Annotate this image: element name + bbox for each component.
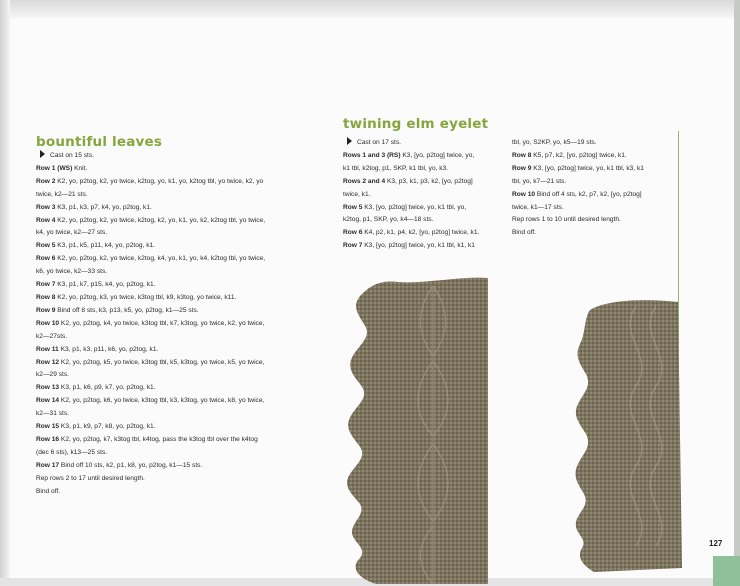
- row-instruction: K2, yo, p2tog, k5, yo twice, k3tog tbl, k5, k3tog, yo twice, k5, yo twice,: [59, 358, 265, 366]
- row-instruction: K2, yo, p2tog, k3, yo twice, k3tog tbl, k9, k3tog, yo twice, k11.: [55, 293, 237, 301]
- pattern-row: [36, 305, 265, 318]
- row-instruction: tbl, yo, S2KP, yo, k5—19 sts.: [512, 139, 597, 146]
- row-instruction: K3, [yo, p2tog] twice, yo, k1 tbl, k1, k1: [362, 242, 475, 250]
- pattern-row: [36, 486, 265, 499]
- cast-on-text: Cast on 17 sts.: [357, 139, 401, 146]
- pattern-row: [512, 189, 644, 202]
- page-gutter-shadow: [0, 0, 10, 586]
- row-instruction: K3, p1, k3, p7, k4, yo, p2tog, k1.: [55, 203, 152, 211]
- cast-on-line: [36, 150, 265, 163]
- pattern-row: [343, 150, 479, 163]
- pattern-row: [36, 253, 265, 266]
- twining-elm-eyelet-title: twining elm eyelet: [343, 116, 489, 132]
- pattern-row: [343, 163, 479, 176]
- row-instruction: K3, [yo, p2tog] twice, yo, k1 tbl, k3, k1: [531, 164, 644, 172]
- pattern-row: [36, 331, 265, 344]
- pattern-row: [343, 240, 479, 253]
- row-instruction: K3, p1, k3, p11, k6, yo, p2tog, k1.: [58, 345, 159, 353]
- row-label: Row 16: [36, 435, 60, 443]
- pattern-row: [36, 344, 265, 357]
- row-label: Row 5: [36, 242, 56, 250]
- cast-on-text: Cast on 15 sts.: [50, 152, 94, 159]
- row-label: Row 4: [36, 216, 56, 224]
- pattern-row: [512, 214, 644, 227]
- page-number: 127: [709, 539, 723, 548]
- pattern-row: [512, 202, 644, 215]
- row-label: Row 13: [36, 384, 60, 392]
- pattern-row: [36, 163, 265, 176]
- row-instruction: Bind off 4 sts, k2, p7, k2, [yo, p2tog]: [535, 190, 642, 198]
- row-label: Row 11: [36, 345, 59, 353]
- pattern-row: [512, 150, 644, 163]
- row-instruction: Bind off 8 sts, k3, p13, k5, yo, p2tog, k1—25 sts.: [55, 306, 199, 314]
- row-instruction: Knit.: [72, 164, 88, 172]
- triangle-bullet-icon: [40, 150, 45, 158]
- pattern-row: [36, 215, 265, 228]
- pattern-row: [36, 240, 265, 253]
- pattern-row: [512, 227, 644, 240]
- row-label: Row 7: [343, 242, 363, 250]
- pattern-row: [36, 202, 265, 215]
- row-instruction: Bind off.: [36, 487, 61, 495]
- triangle-bullet-icon: [347, 137, 352, 145]
- row-label: Row 15: [36, 423, 60, 431]
- pattern-row: [512, 137, 644, 150]
- row-label: Row 12: [36, 358, 60, 366]
- row-label: Row 9: [512, 164, 532, 172]
- pattern-row: [36, 189, 265, 202]
- pattern-row: [36, 447, 265, 460]
- row-instruction: k2—31 sts.: [36, 410, 69, 418]
- row-instruction: K2, yo, p2tog, k2, yo twice, k2tog, k4, yo, k1, yo, k4, k2tog tbl, yo twice,: [55, 255, 266, 263]
- page-edge: [734, 0, 740, 586]
- row-label: Row 1 (WS): [36, 164, 73, 172]
- pattern-row: [36, 176, 265, 189]
- row-instruction: twice, k2—21 sts.: [36, 190, 88, 198]
- row-label: Row 10: [512, 190, 536, 198]
- pattern-row: [36, 382, 265, 395]
- row-instruction: tbl, yo, k7—21 sts.: [512, 177, 567, 185]
- row-instruction: Bind off.: [512, 229, 537, 237]
- row-label: Row 14: [36, 397, 60, 405]
- pattern-row: [36, 369, 265, 382]
- row-instruction: K4, p2, k1, p4, k2, [yo, p2tog] twice, k1.: [362, 229, 480, 237]
- pattern-row: [343, 189, 479, 202]
- pattern-row: [343, 202, 479, 215]
- row-label: Row 5: [343, 203, 363, 211]
- row-instruction: K3, [yo, p2tog] twice, yo, k1 tbl, yo,: [362, 203, 467, 211]
- row-instruction: twice, k1.: [343, 190, 371, 198]
- row-instruction: K3, p1, k9, p7, k8, yo, p2tog, k1.: [59, 423, 156, 431]
- row-instruction: Rep rows 2 to 17 until desired length.: [36, 474, 145, 482]
- row-instruction: K3, [yo, p2tog] twice, yo,: [400, 151, 475, 159]
- twining-elm-pattern-col2: [512, 137, 644, 240]
- row-label: Row 3: [36, 203, 56, 211]
- row-label: Row 10: [36, 319, 60, 327]
- row-instruction: K3, p1, k6, p9, k7, yo, p2tog, k1.: [59, 384, 156, 392]
- row-label: Row 6: [343, 229, 363, 237]
- row-instruction: k6, yo twice, k2—33 sts.: [36, 268, 108, 276]
- pattern-row: [36, 227, 265, 240]
- row-label: Row 7: [36, 281, 56, 289]
- twining-elm-swatch-photo: [566, 296, 688, 578]
- pattern-row: [36, 473, 265, 486]
- row-label: Rows 1 and 3 (RS): [343, 151, 401, 159]
- twining-elm-pattern-col1: [343, 137, 479, 253]
- row-label: Row 8: [36, 293, 56, 301]
- pattern-row: [36, 318, 265, 331]
- pattern-row: [36, 421, 265, 434]
- row-label: Row 6: [36, 255, 56, 263]
- row-label: Rows 2 and 4: [343, 177, 386, 185]
- bountiful-leaves-title: bountiful leaves: [36, 134, 163, 150]
- pattern-row: [36, 357, 265, 370]
- row-instruction: (dec 6 sts), k13—25 sts.: [36, 448, 108, 456]
- pattern-row: [36, 434, 265, 447]
- pattern-row: [36, 292, 265, 305]
- row-instruction: k2—29 sts.: [36, 371, 69, 379]
- row-instruction: k2tog, p1, SKP, yo, k4—18 sts.: [343, 216, 434, 224]
- pattern-row: [512, 176, 644, 189]
- pattern-row: [36, 408, 265, 421]
- row-label: Row 9: [36, 306, 56, 314]
- row-instruction: K3, p3, k1, p3, k2, [yo, p2tog]: [385, 177, 473, 185]
- row-instruction: Rep rows 1 to 10 until desired length.: [512, 216, 621, 224]
- row-instruction: twice, k1—17 sts.: [512, 203, 564, 211]
- pattern-row: [36, 266, 265, 279]
- pattern-row: [36, 395, 265, 408]
- row-instruction: k2—27sts.: [36, 332, 68, 340]
- row-instruction: K2, yo, p2tog, k7, k3tog tbl, k4tog, pass the k3tog tbl over the k4tog: [59, 435, 258, 443]
- pattern-row: [36, 460, 265, 473]
- row-label: Row 17: [36, 461, 60, 469]
- row-instruction: K3, p1, k7, p15, k4, yo, p2tog, k1.: [55, 281, 156, 289]
- row-instruction: k4, yo twice, k2—27 sts.: [36, 229, 108, 237]
- pattern-row: [512, 163, 644, 176]
- cast-on-line: [343, 137, 479, 150]
- row-instruction: K3, p1, k5, p11, k4, yo, p2tog, k1.: [55, 242, 156, 250]
- row-instruction: Bind off 10 sts, k2, p1, k8, yo, p2tog, k1—15 sts.: [59, 461, 203, 469]
- pattern-row: [343, 227, 479, 240]
- row-label: Row 2: [36, 177, 56, 185]
- pattern-row: [343, 214, 479, 227]
- row-instruction: k1 tbl, k2tog, p1, SKP, k1 tbl, yo, k3.: [343, 164, 449, 172]
- row-instruction: K2, yo, p2tog, k6, yo twice, k3tog tbl, k3, k3tog, yo twice, k8, yo twice,: [59, 397, 265, 405]
- bountiful-leaves-swatch-photo: [338, 266, 498, 586]
- page-top-shadow: [0, 0, 740, 18]
- row-instruction: K2, yo, p2tog, k2, yo twice, k2tog, k2, yo, k1, yo, k2, k2tog tbl, yo twice,: [55, 216, 266, 224]
- pattern-row: [343, 176, 479, 189]
- row-instruction: K5, p7, k2, [yo, p2tog] twice, k1.: [531, 151, 627, 159]
- page-tab-marker: [713, 556, 740, 586]
- row-instruction: K2, yo, p2tog, k4, yo twice, k3tog tbl, k7, k3tog, yo twice, k2, yo twice,: [59, 319, 265, 327]
- row-instruction: K2, yo, p2tog, k2, yo twice, k2tog, yo, k1, yo, k2tog tbl, yo twice, k2, yo: [55, 177, 264, 185]
- row-label: Row 8: [512, 151, 532, 159]
- bountiful-leaves-pattern: [36, 150, 265, 498]
- pattern-row: [36, 279, 265, 292]
